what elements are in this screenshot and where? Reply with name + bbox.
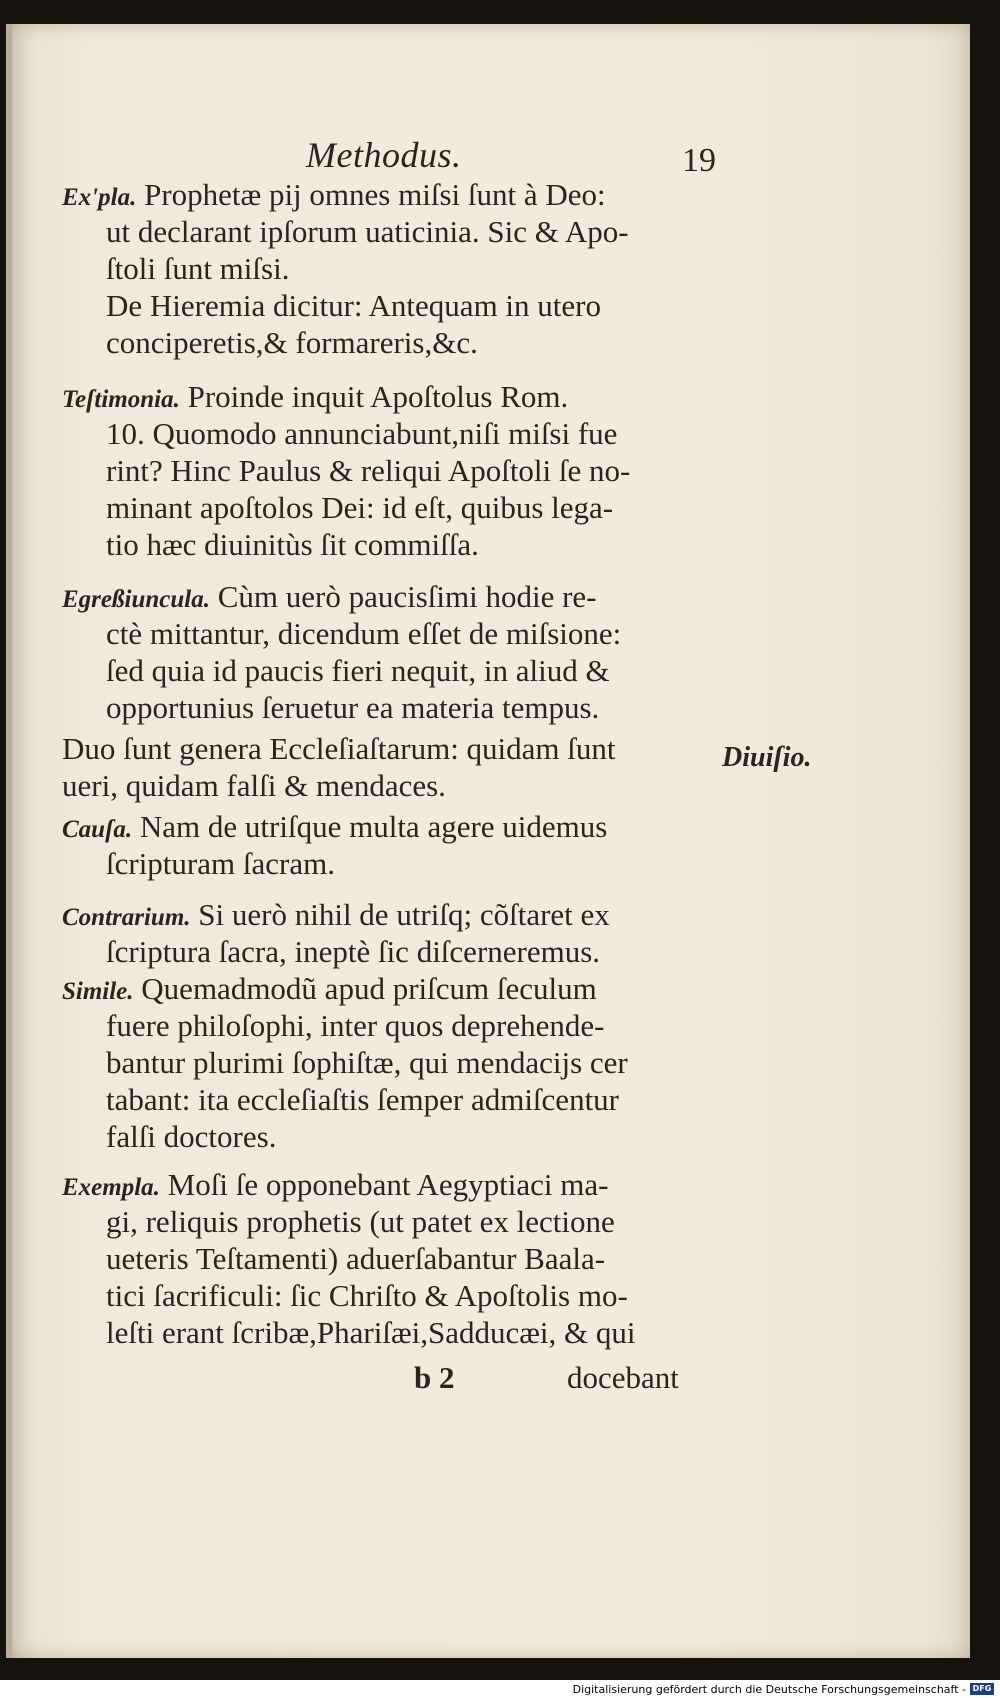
- text-line: rint? Hinc Paulus & reliqui Apoſtoli ſe no-: [106, 453, 631, 488]
- text-line: tio hæc diuinitùs ſit commiſſa.: [106, 527, 479, 562]
- section-contrarium: [62, 896, 742, 970]
- text-line: tici ſacrificuli: ſic Chriſto & Apoſtolis mo-: [106, 1278, 628, 1313]
- section-egressiuncula: [62, 578, 742, 726]
- section-exempla: [62, 1166, 742, 1351]
- text-line: fuere philoſophi, inter quos deprehende-: [106, 1008, 605, 1043]
- digitization-credit: Digitalisierung gefördert durch die Deutsche Forschungsgemeinschaft -: [572, 1683, 966, 1696]
- catchword: docebant: [567, 1360, 679, 1395]
- text-line: opportunius ſeruetur ea materia tempus.: [106, 690, 600, 725]
- text-line: ut declarant ipſorum uaticinia. Sic & Apo-: [106, 214, 629, 249]
- text-line: De Hieremia dicitur: Antequam in utero: [106, 288, 601, 323]
- text-line: ctè mittantur, dicendum eſſet de miſsione:: [106, 616, 622, 651]
- dfg-logo-icon: DFG: [970, 1683, 994, 1695]
- text-line: Prophetæ pij omnes miſsi ſunt à Deo:: [144, 177, 606, 212]
- section-label: Exempla.: [62, 1174, 160, 1201]
- text-line: ueteris Teſtamenti) aduerſabantur Baala-: [106, 1241, 606, 1276]
- section-label: Teſtimonia.: [62, 386, 180, 413]
- text-line: conciperetis,& formareris,&c.: [106, 325, 478, 360]
- signature-mark: b 2: [414, 1360, 455, 1395]
- text-line: Duo ſunt genera Eccleſiaſtarum: quidam ſunt: [62, 731, 616, 766]
- section-label: Simile.: [62, 978, 134, 1005]
- text-line: ſcripturam ſacram.: [106, 846, 335, 881]
- text-line: minant apoſtolos Dei: id eſt, quibus lega-: [106, 490, 614, 525]
- section-testimonia: [62, 378, 742, 563]
- section-explanation: [62, 176, 742, 361]
- text-line: ſed quia id paucis fieri nequit, in aliud &: [106, 653, 610, 688]
- text-line: bantur plurimi ſophiſtæ, qui mendacijs cer: [106, 1045, 628, 1080]
- section-label: Contrarium.: [62, 904, 191, 931]
- section-label: Ex'pla.: [62, 184, 137, 211]
- text-line: leſti erant ſcribæ,Phariſæi,Sadducæi, & qui: [106, 1315, 636, 1350]
- text-line: Si uerò nihil de utriſq; cõſtaret ex: [198, 897, 610, 932]
- text-line: Moſi ſe opponebant Aegyptiaci ma-: [167, 1167, 609, 1202]
- section-causa: [62, 808, 742, 882]
- page-gutter-edge: [6, 24, 12, 1658]
- text-line: Quemadmodũ apud priſcum ſeculum: [141, 971, 597, 1006]
- text-line: gi, reliquis prophetis (ut patet ex lectione: [106, 1204, 615, 1239]
- text-line: ſtoli ſunt miſsi.: [106, 251, 290, 286]
- text-line: Proinde inquit Apoſtolus Rom.: [187, 379, 569, 414]
- text-line: 10. Quomodo annunciabunt,niſi miſsi fue: [106, 416, 618, 451]
- text-line: Cùm uerò paucisſimi hodie re-: [217, 579, 597, 614]
- section-simile: [62, 970, 742, 1155]
- text-line: ueri, quidam falſi & mendaces.: [62, 768, 446, 803]
- section-label: Egreßiuncula.: [62, 586, 210, 613]
- running-header-title: Methodus.: [306, 135, 462, 175]
- text-line: falſi doctores.: [106, 1119, 277, 1154]
- text-line: ſcriptura ſacra, ineptè ſic diſcerneremus.: [106, 934, 601, 969]
- section-division: [62, 730, 742, 804]
- section-label: Cauſa.: [62, 816, 133, 843]
- text-line: tabant: ita eccleſiaſtis ſemper admiſcentur: [106, 1082, 619, 1117]
- page-number: 19: [682, 142, 716, 179]
- margin-note: Diuiſio.: [722, 742, 812, 773]
- text-line: Nam de utriſque multa agere uidemus: [139, 809, 608, 844]
